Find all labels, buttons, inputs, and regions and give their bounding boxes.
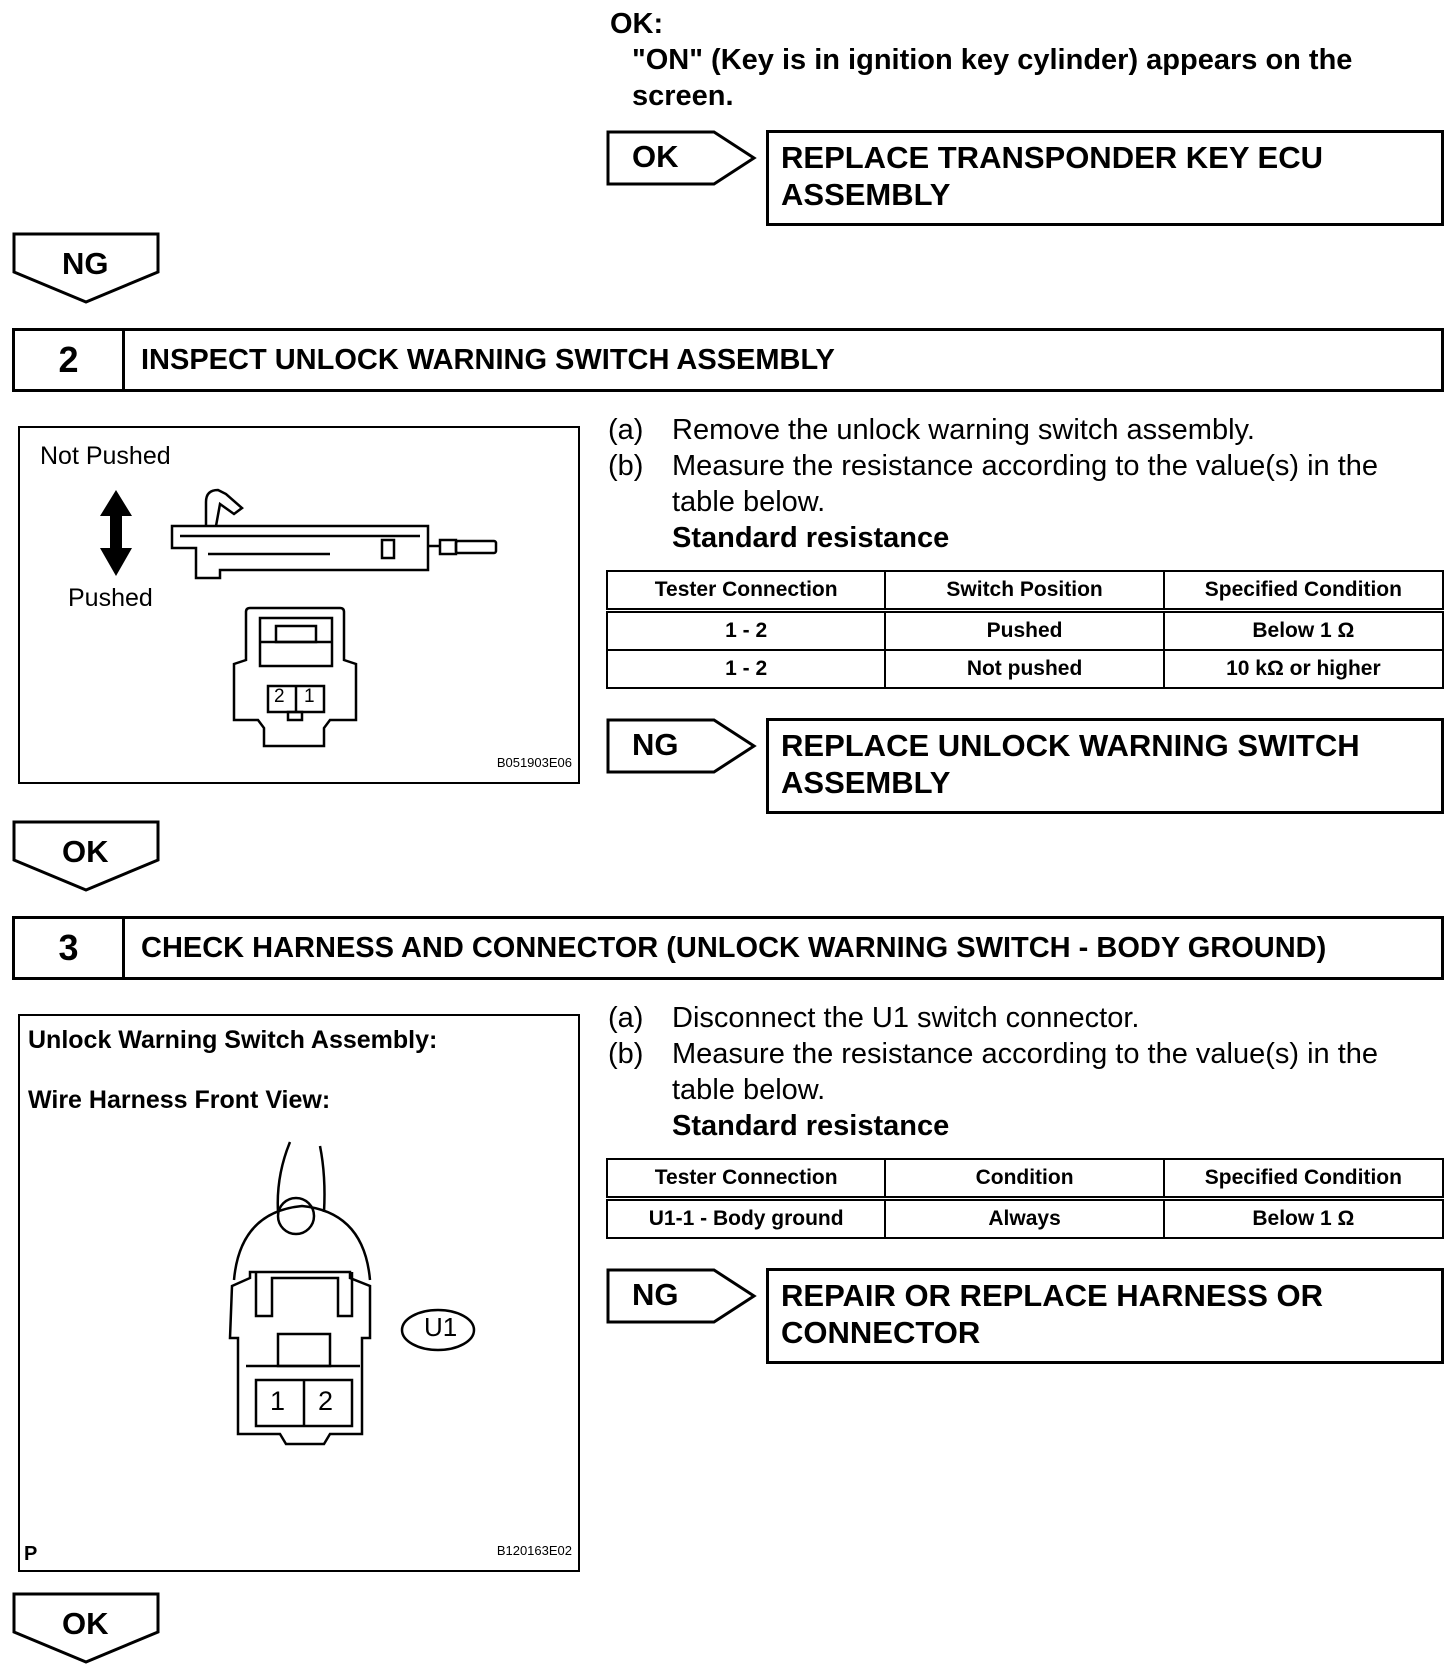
figure-code: B120163E02 (496, 1543, 572, 1558)
table-cell: 1 - 2 (607, 611, 885, 651)
table-row (607, 611, 1443, 651)
ok-arrow-label: OK (632, 139, 679, 174)
corner-mark: P (24, 1543, 38, 1565)
figure-code: B051903E06 (496, 755, 572, 770)
instr-b-line2: table below. (672, 486, 826, 518)
result-line2: CONNECTOR (781, 1315, 981, 1350)
instr-a-marker: (a) (608, 1002, 644, 1034)
table-header-cell: Specified Condition (1164, 571, 1443, 611)
ok-right-arrow-icon (606, 130, 758, 186)
standard-resistance-label: Standard resistance (672, 522, 950, 554)
instr-a-marker: (a) (608, 414, 644, 446)
ok-down-arrow-label: OK (62, 834, 109, 869)
table-cell: Pushed (885, 611, 1163, 651)
table-row (607, 650, 1443, 688)
switch-drawing (20, 428, 578, 782)
instr-b-marker: (b) (608, 450, 644, 482)
result-line1: REPAIR OR REPLACE HARNESS OR (781, 1278, 1323, 1313)
result-replace-transponder-ecu (766, 130, 1444, 226)
result-line2: ASSEMBLY (781, 177, 951, 212)
table-cell: Below 1 Ω (1164, 611, 1443, 651)
step3-title: CHECK HARNESS AND CONNECTOR (UNLOCK WARNING SWITCH - BODY GROUND) (141, 931, 1327, 964)
switch-assembly-icon (172, 490, 496, 578)
instr-b-line1: Measure the resistance according to the value(s) in the (672, 1038, 1379, 1070)
pin-1: 1 (304, 686, 315, 707)
table-cell: Not pushed (885, 650, 1163, 688)
step3-number: 3 (15, 919, 125, 977)
step2-header (12, 328, 1444, 392)
table-cell: Below 1 Ω (1164, 1199, 1443, 1239)
label-not-pushed: Not Pushed (40, 442, 171, 470)
result-replace-unlock-switch (766, 718, 1444, 814)
ng-arrow-label: NG (632, 727, 679, 762)
step3-header (12, 916, 1444, 980)
ok-criteria-label: OK: (610, 8, 664, 40)
ok-criteria-line1: "ON" (Key is in ignition key cylinder) appears on the (632, 44, 1353, 76)
step2-spec-table (606, 570, 1444, 689)
result-line2: ASSEMBLY (781, 765, 951, 800)
step2-figure (18, 426, 580, 784)
standard-resistance-label: Standard resistance (672, 1110, 950, 1142)
ng-right-arrow-icon (606, 1268, 758, 1324)
table-header-row (607, 1159, 1443, 1199)
ng-down-arrow-label: NG (62, 246, 109, 281)
table-cell: Always (885, 1199, 1163, 1239)
table-cell: U1-1 - Body ground (607, 1199, 885, 1239)
step3-spec-table (606, 1158, 1444, 1239)
figure-title-front-view: Wire Harness Front View: (28, 1086, 331, 1114)
step2-number: 2 (15, 331, 125, 389)
step2-title: INSPECT UNLOCK WARNING SWITCH ASSEMBLY (141, 343, 835, 376)
instr-a-text: Disconnect the U1 switch connector. (672, 1002, 1140, 1034)
pin-2: 2 (318, 1386, 334, 1416)
step3-figure (18, 1014, 580, 1572)
result-line1: REPLACE UNLOCK WARNING SWITCH (781, 728, 1360, 763)
pin-2: 2 (274, 686, 285, 707)
instr-a-text: Remove the unlock warning switch assembly. (672, 414, 1255, 446)
table-cell: 10 kΩ or higher (1164, 650, 1443, 688)
table-header-cell: Tester Connection (607, 571, 885, 611)
instr-b-line2: table below. (672, 1074, 826, 1106)
ok-down-arrow-label: OK (62, 1606, 109, 1641)
table-cell: 1 - 2 (607, 650, 885, 688)
harness-connector-icon (230, 1142, 370, 1444)
table-row (607, 1199, 1443, 1239)
instr-b-line1: Measure the resistance according to the value(s) in the (672, 450, 1379, 482)
pin-1: 1 (270, 1386, 286, 1416)
table-header-cell: Tester Connection (607, 1159, 885, 1199)
ok-criteria-line2: screen. (632, 80, 734, 112)
label-pushed: Pushed (68, 584, 153, 612)
table-header-cell: Condition (885, 1159, 1163, 1199)
connector-label-u1: U1 (424, 1312, 458, 1342)
harness-connector-drawing (20, 1016, 578, 1570)
figure-title-assembly: Unlock Warning Switch Assembly: (28, 1026, 438, 1054)
result-repair-harness (766, 1268, 1444, 1364)
table-header-cell: Switch Position (885, 571, 1163, 611)
double-arrow-icon (100, 490, 132, 576)
instr-b-marker: (b) (608, 1038, 644, 1070)
switch-connector-icon (234, 608, 356, 746)
table-header-row (607, 571, 1443, 611)
result-line1: REPLACE TRANSPONDER KEY ECU (781, 140, 1324, 175)
ng-arrow-label: NG (632, 1277, 679, 1312)
ng-right-arrow-icon (606, 718, 758, 774)
table-header-cell: Specified Condition (1164, 1159, 1443, 1199)
